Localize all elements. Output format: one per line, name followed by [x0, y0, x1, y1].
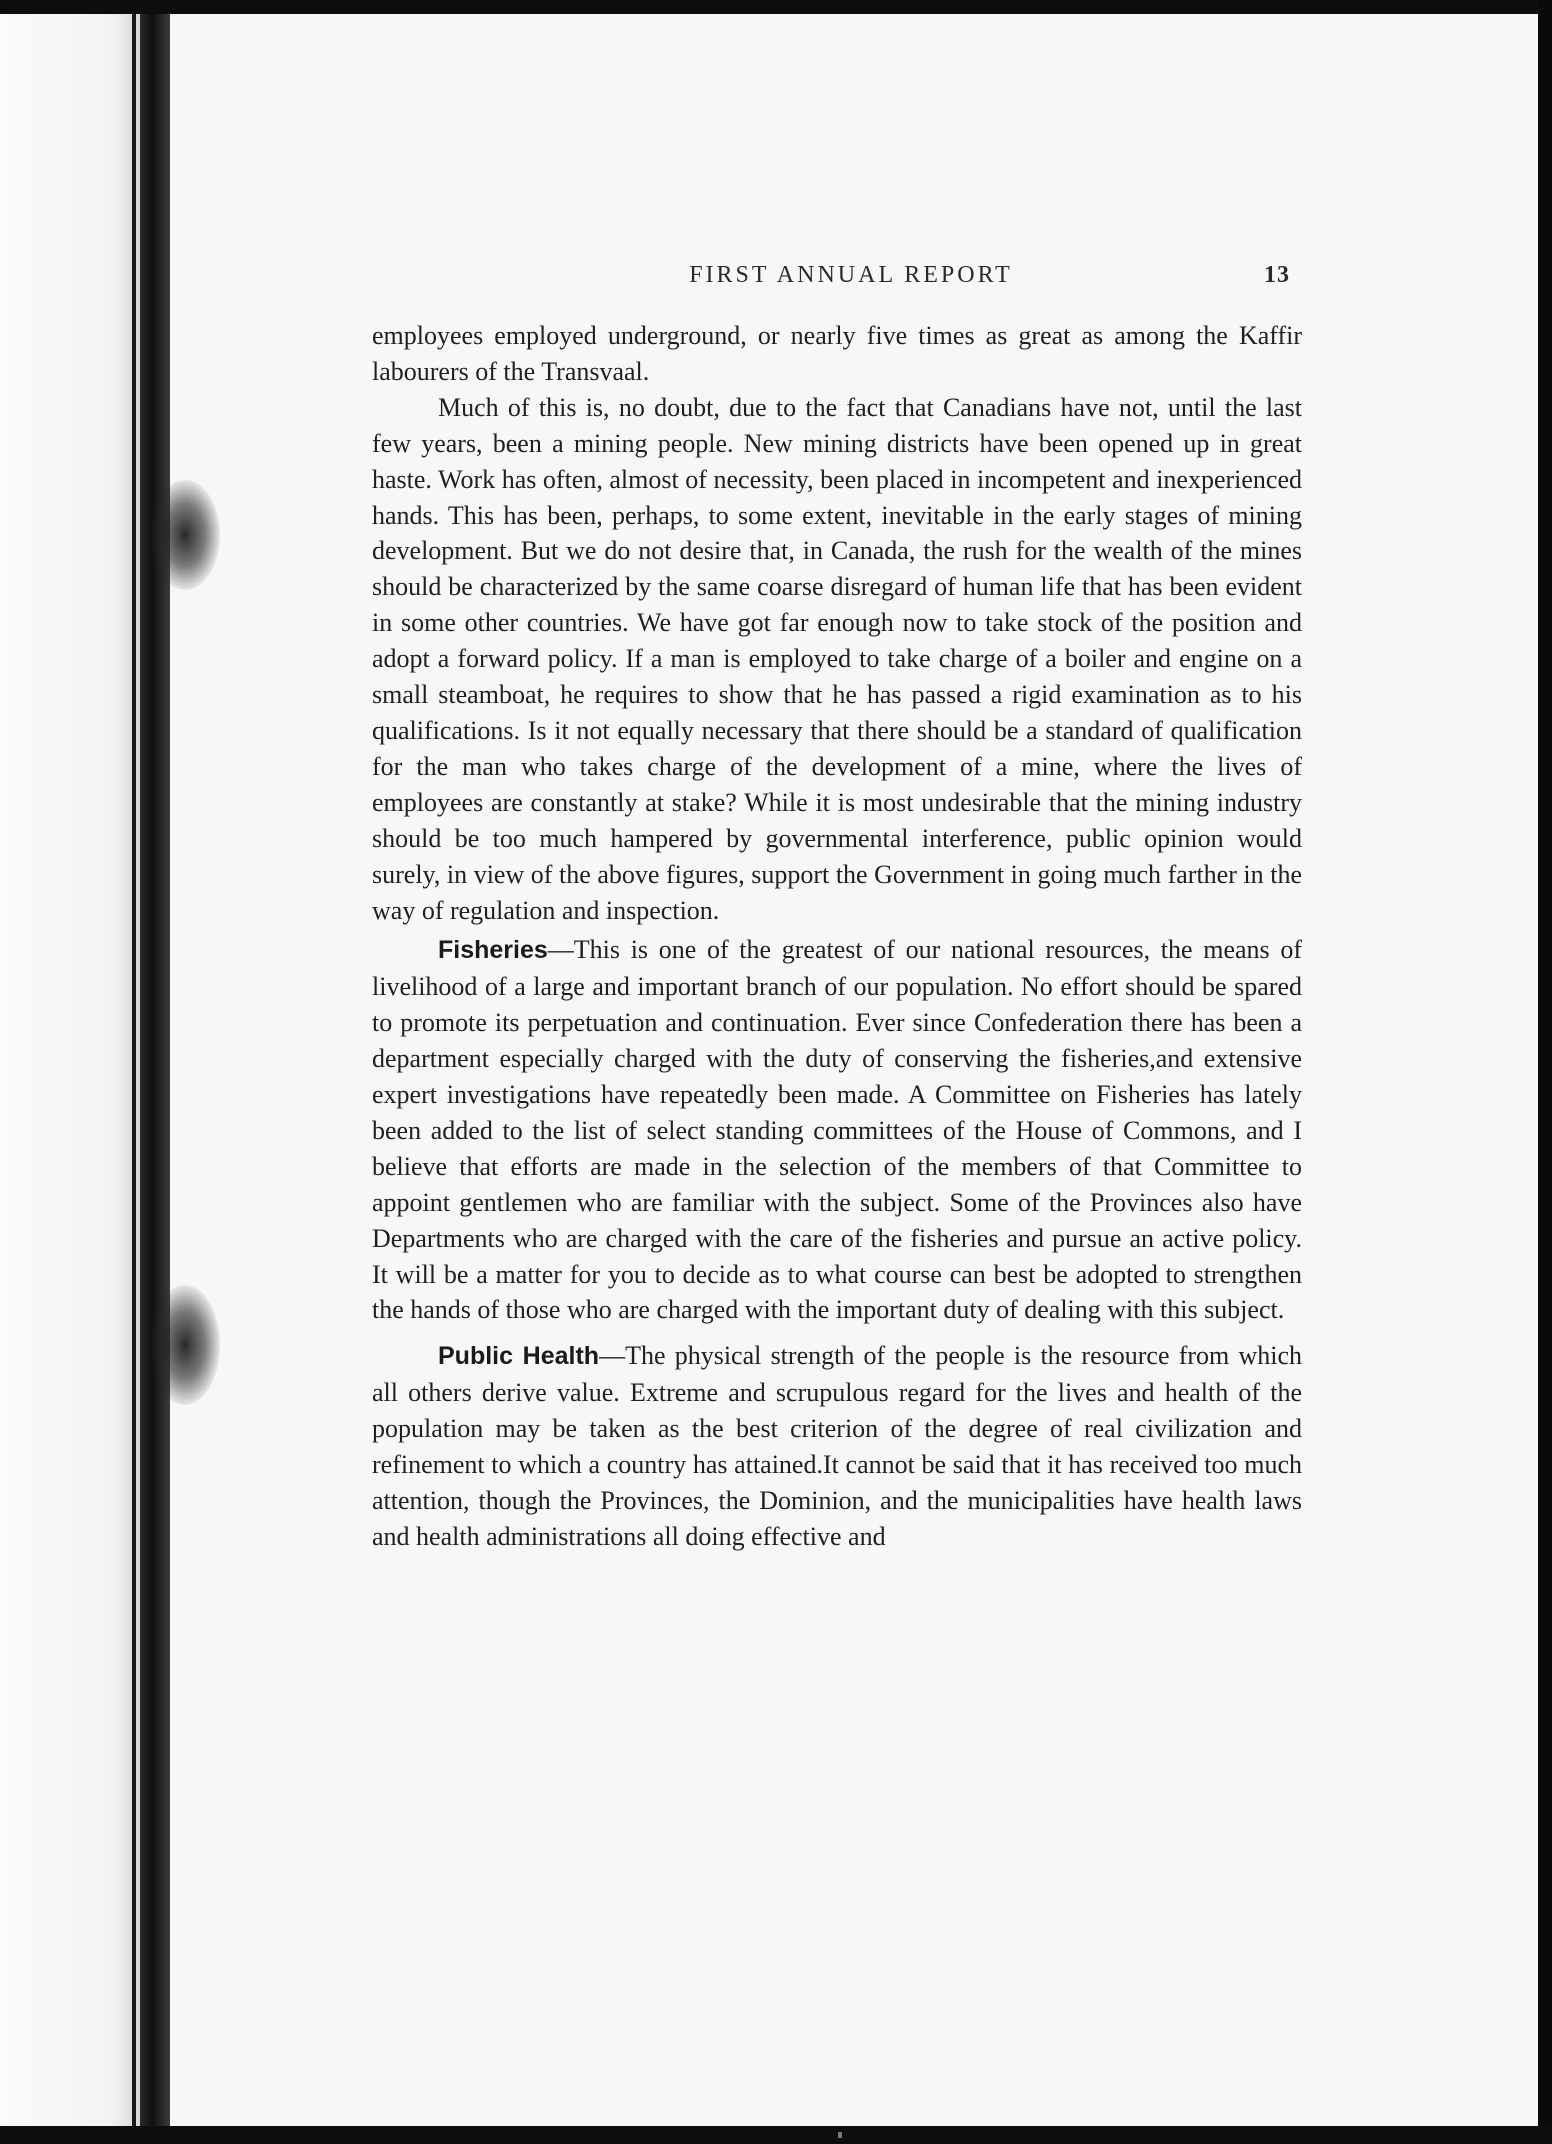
scan-bottom-border	[0, 2126, 1552, 2144]
scan-right-border	[1538, 0, 1552, 2144]
paragraph-fisheries	[372, 932, 1302, 1328]
public-health-text: —The physical strength of the people is the resource from which all others derive value. Extreme and scrupulous regard for the lives and health of the population may be taken as the best criterion of the degree of real civilization and refinement to which a country has attained.It cannot be said that it has received too much attention, though the Provinces, the Dominion, and the municipalities have health laws and health administrations all doing effective and	[372, 1341, 1302, 1551]
fisheries-heading: Fisheries	[438, 936, 548, 965]
paragraph-public-health	[372, 1338, 1302, 1554]
running-head	[372, 262, 1290, 302]
scan-top-border	[0, 0, 1552, 14]
page-number: 13	[1264, 262, 1290, 288]
public-health-heading: Public Health	[438, 1342, 600, 1371]
ink-blot	[150, 480, 220, 590]
binding-line	[132, 14, 136, 2130]
ink-blot	[150, 1285, 220, 1405]
book-spine	[140, 14, 170, 2130]
paragraph-mining-safety: Much of this is, no doubt, due to the fact that Canadians have not, until the last few years, been a mining people. New mining districts have been opened up in great haste. Work has often, almost of necessity, been placed in incompetent and inexperienced hands. This has been, perhaps, to some extent, inevitable in the early stages of mining development. But we do not desire that, in Canada, the rush for the wealth of the mines should be characterized by the same coarse disregard of human life that has been evident in some other countries. We have got far enough now to take stock of the position and adopt a forward policy. If a man is employed to take charge of a boiler and engine on a small steamboat, he requires to show that he has passed a rigid examination as to his qualifications. Is it not equally necessary that there should be a standard of qualification for the man who takes charge of the development of a mine, where the lives of employees are constantly at stake? While it is most undesirable that the mining industry should be too much hampered by governmental interference, public opinion would surely, in view of the above figures, support the Government in going much farther in the way of regulation and inspection.	[372, 392, 1302, 925]
running-head-title: FIRST ANNUAL REPORT	[689, 262, 1013, 288]
body-text	[372, 318, 1302, 1555]
scan-speck	[838, 2132, 842, 2138]
fisheries-text: —This is one of the greatest of our national resources, the means of livelihood of a large and important branch of our population. No effort should be spared to promote its perpetuation and continuation. Ever since Confederation there has been a department especially charged with the duty of conserving the fisheries,and extensive expert investigations have repeatedly been made. A Committee on Fisheries has lately been added to the list of select standing committees of the House of Commons, and I believe that efforts are made in the selection of the members of that Committee to appoint gentlemen who are familiar with the subject. Some of the Provinces also have Departments who are charged with the care of the fisheries and pursue an active policy. It will be a matter for you to decide as to what course can best be adopted to strengthen the hands of those who are charged with the important duty of dealing with this subject.	[372, 935, 1302, 1325]
paragraph-continuation: employees employed underground, or nearly five times as great as among the Kaffir labourers of the Transvaal.	[372, 321, 1302, 386]
facing-page-edge	[0, 14, 140, 2130]
